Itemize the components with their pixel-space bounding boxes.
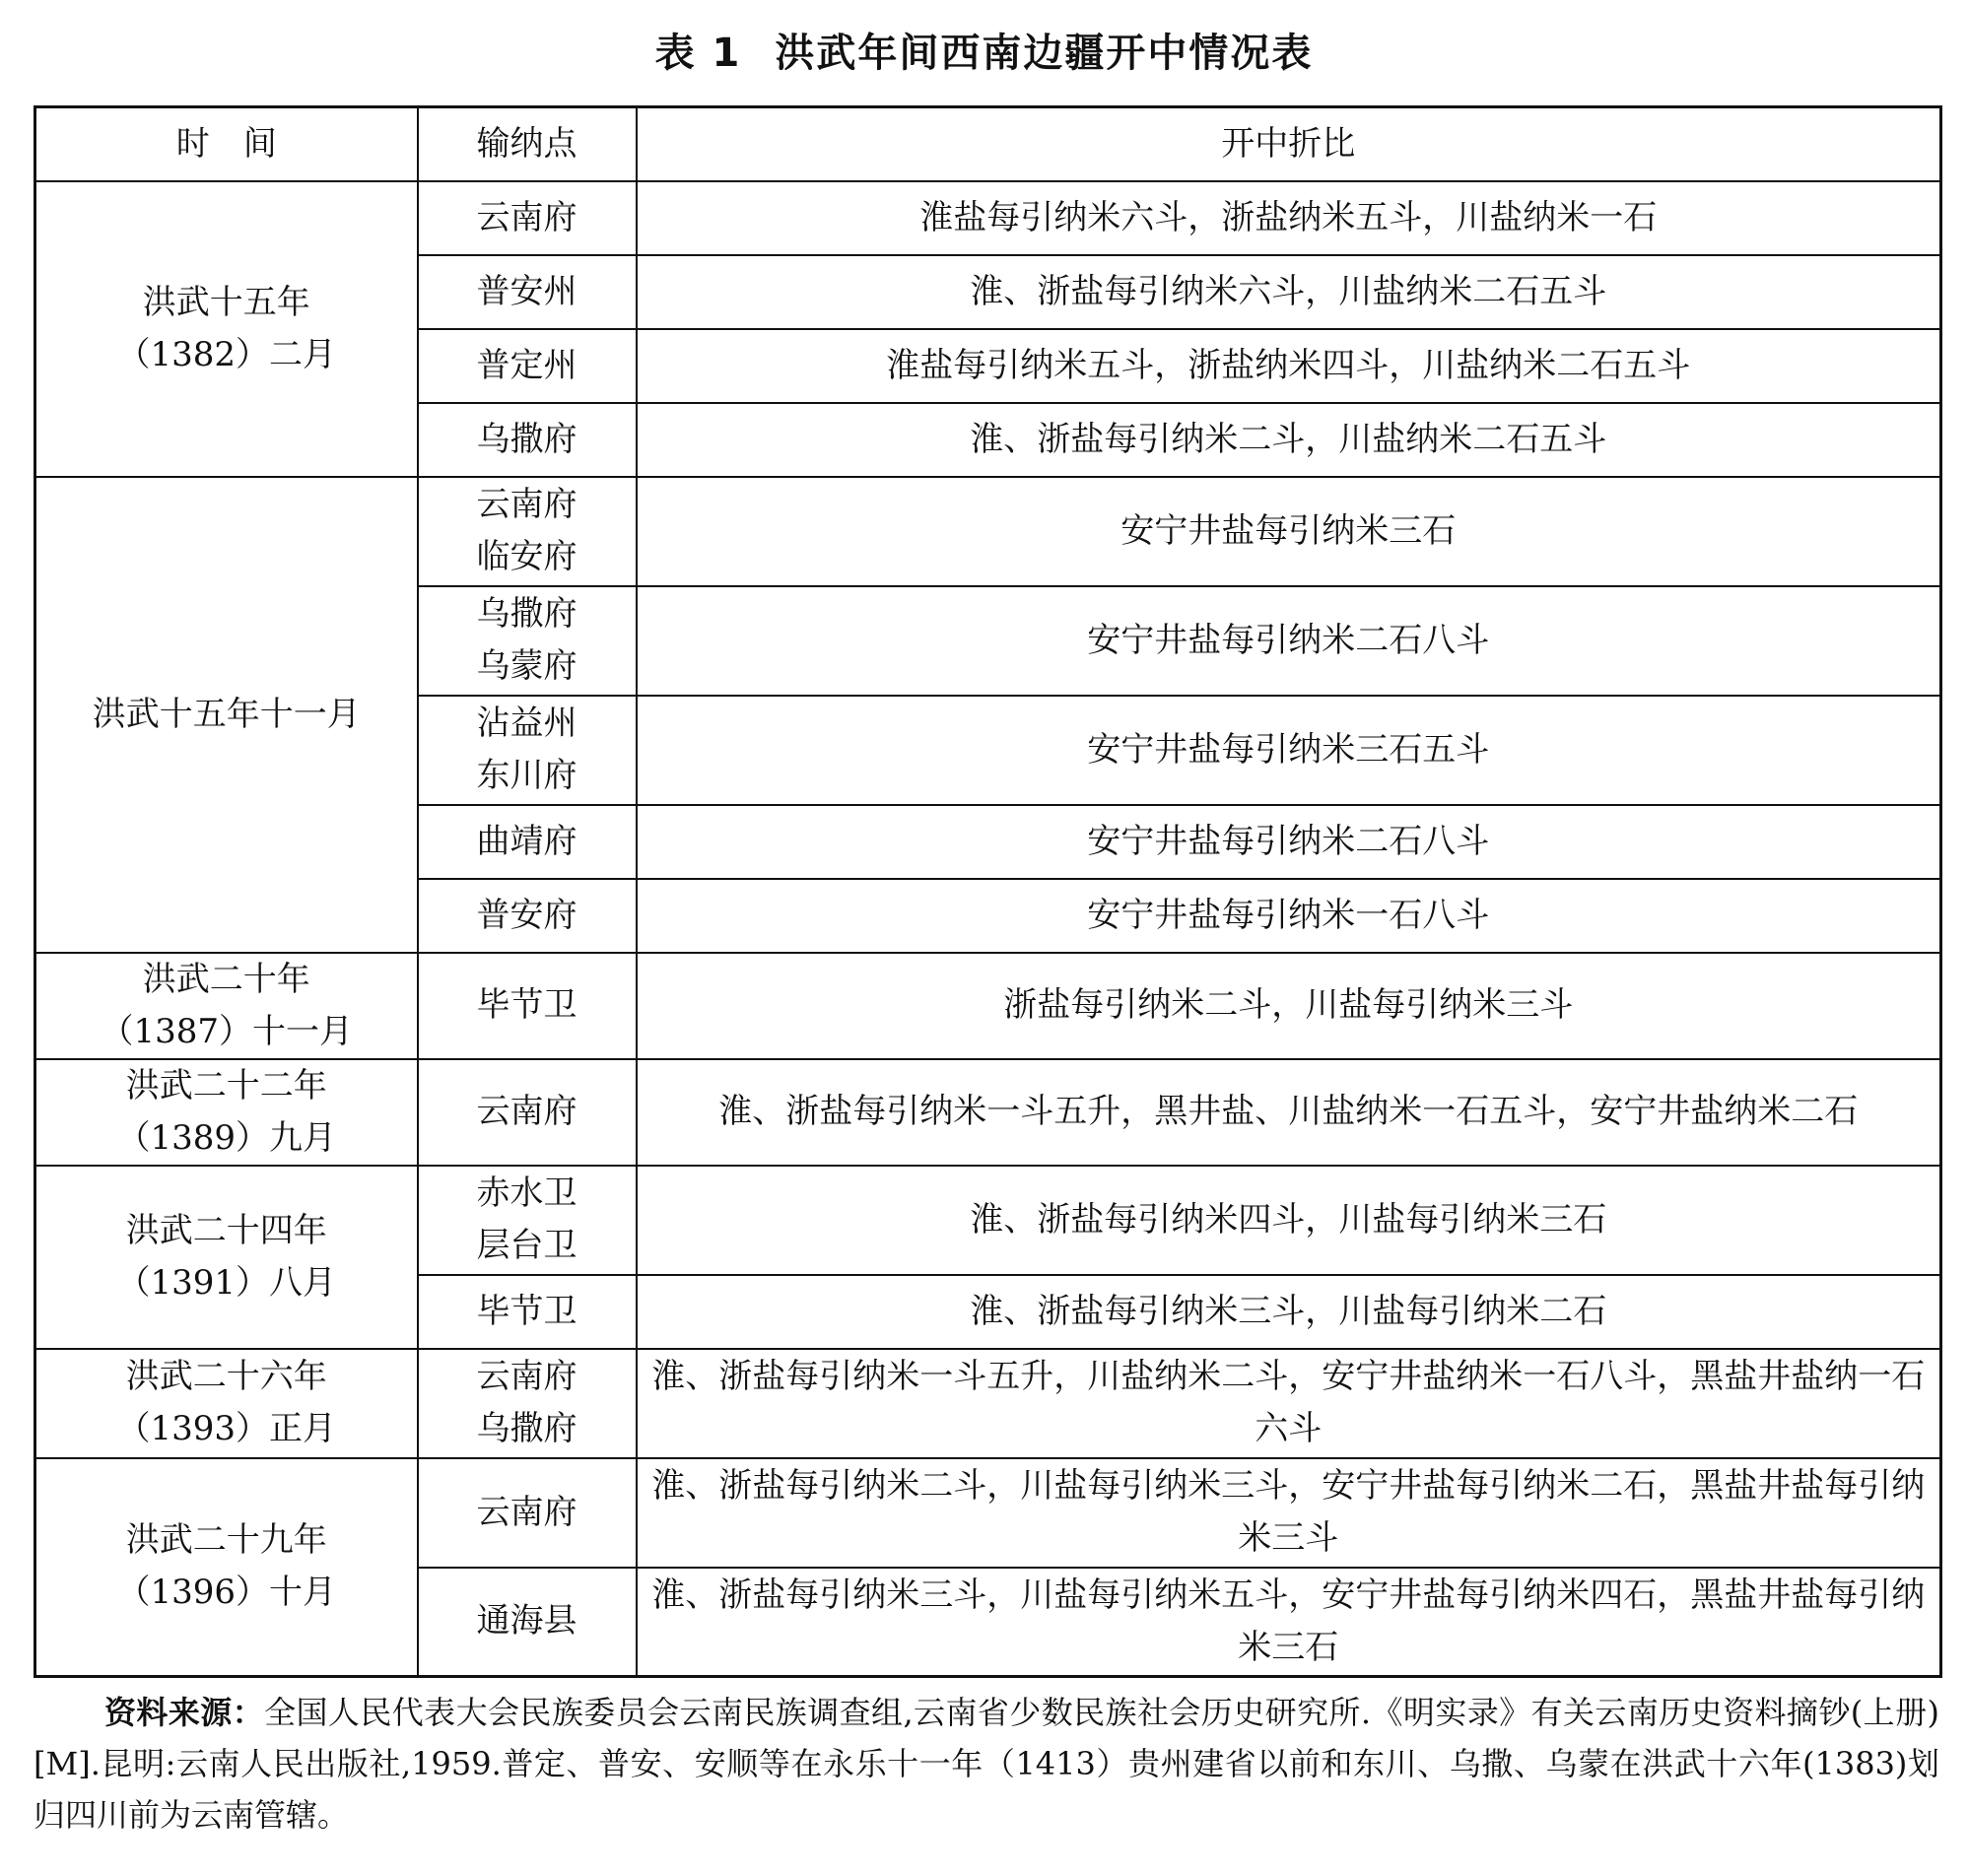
ratio-cell: 安宁井盐每引纳米二石八斗 bbox=[637, 586, 1941, 696]
time-cell: 洪武二十二年 （1389）九月 bbox=[35, 1059, 418, 1166]
time-cell: 洪武十五年十一月 bbox=[35, 477, 418, 953]
place-cell: 曲靖府 bbox=[418, 805, 637, 879]
ratio-cell: 淮、浙盐每引纳米一斗五升，黑井盐、川盐纳米一石五斗，安宁井盐纳米二石 bbox=[637, 1059, 1941, 1166]
header-row bbox=[35, 107, 1941, 181]
source-label: 资料来源： bbox=[104, 1694, 265, 1731]
table-row bbox=[35, 1458, 1941, 1568]
place-cell: 云南府 bbox=[418, 1458, 637, 1568]
table-row bbox=[35, 953, 1941, 1059]
ratio-cell: 淮盐每引纳米五斗，浙盐纳米四斗，川盐纳米二石五斗 bbox=[637, 329, 1941, 403]
ratio-cell: 淮、浙盐每引纳米二斗，川盐每引纳米三斗，安宁井盐每引纳米二石，黑盐井盐每引纳米三斗 bbox=[637, 1458, 1941, 1568]
table-row bbox=[35, 477, 1941, 586]
place-cell: 普安州 bbox=[418, 255, 637, 329]
ratio-cell: 安宁井盐每引纳米三石 bbox=[637, 477, 1941, 586]
ratio-cell: 浙盐每引纳米二斗，川盐每引纳米三斗 bbox=[637, 953, 1941, 1059]
ratio-cell: 安宁井盐每引纳米三石五斗 bbox=[637, 696, 1941, 805]
place-cell: 云南府 bbox=[418, 1059, 637, 1166]
ratio-cell: 淮、浙盐每引纳米一斗五升，川盐纳米二斗，安宁井盐纳米一石八斗，黑盐井盐纳一石六斗 bbox=[637, 1349, 1941, 1458]
place-cell: 沾益州 东川府 bbox=[418, 696, 637, 805]
header-place: 输纳点 bbox=[418, 107, 637, 181]
time-cell: 洪武二十四年 （1391）八月 bbox=[35, 1166, 418, 1349]
ratio-cell: 淮、浙盐每引纳米三斗，川盐每引纳米二石 bbox=[637, 1275, 1941, 1349]
ratio-cell: 淮、浙盐每引纳米六斗，川盐纳米二石五斗 bbox=[637, 255, 1941, 329]
header-ratio: 开中折比 bbox=[637, 107, 1941, 181]
table-row bbox=[35, 1166, 1941, 1275]
place-cell: 赤水卫 层台卫 bbox=[418, 1166, 637, 1275]
place-cell: 云南府 临安府 bbox=[418, 477, 637, 586]
place-cell: 普安府 bbox=[418, 879, 637, 953]
time-cell: 洪武二十六年 （1393）正月 bbox=[35, 1349, 418, 1458]
ratio-cell: 淮、浙盐每引纳米三斗，川盐每引纳米五斗，安宁井盐每引纳米四石，黑盐井盐每引纳米三石 bbox=[637, 1568, 1941, 1677]
time-cell: 洪武十五年 （1382）二月 bbox=[35, 181, 418, 477]
table-number: 表 1 bbox=[654, 31, 742, 76]
place-cell: 云南府 bbox=[418, 181, 637, 255]
place-cell: 云南府 乌撒府 bbox=[418, 1349, 637, 1458]
salt-exchange-table bbox=[34, 105, 1942, 1678]
place-cell: 普定州 bbox=[418, 329, 637, 403]
table-title: 洪武年间西南边疆开中情况表 bbox=[775, 31, 1314, 76]
ratio-cell: 淮、浙盐每引纳米二斗，川盐纳米二石五斗 bbox=[637, 403, 1941, 477]
header-time: 时 间 bbox=[35, 107, 418, 181]
ratio-cell: 淮盐每引纳米六斗，浙盐纳米五斗，川盐纳米一石 bbox=[637, 181, 1941, 255]
time-cell: 洪武二十九年 （1396）十月 bbox=[35, 1458, 418, 1677]
ratio-cell: 安宁井盐每引纳米一石八斗 bbox=[637, 879, 1941, 953]
place-cell: 毕节卫 bbox=[418, 1275, 637, 1349]
table-row bbox=[35, 1349, 1941, 1458]
table-caption bbox=[0, 22, 1968, 78]
ratio-cell: 安宁井盐每引纳米二石八斗 bbox=[637, 805, 1941, 879]
time-cell: 洪武二十年 （1387）十一月 bbox=[35, 953, 418, 1059]
source-note bbox=[34, 1687, 1939, 1841]
source-text: 全国人民代表大会民族委员会云南民族调查组,云南省少数民族社会历史研究所.《明实录》有关云南历史资料摘钞(上册)[M].昆明:云南人民出版社,1959.普定、普安、安顺等在永乐十一年（1413）贵州建省以前和东川、乌撒、乌蒙在洪武十六年(1383)划归四川前为云南管辖。 bbox=[34, 1694, 1939, 1834]
table-row bbox=[35, 1059, 1941, 1166]
table-row bbox=[35, 181, 1941, 255]
place-cell: 乌撒府 乌蒙府 bbox=[418, 586, 637, 696]
place-cell: 通海县 bbox=[418, 1568, 637, 1677]
ratio-cell: 淮、浙盐每引纳米四斗，川盐每引纳米三石 bbox=[637, 1166, 1941, 1275]
place-cell: 乌撒府 bbox=[418, 403, 637, 477]
place-cell: 毕节卫 bbox=[418, 953, 637, 1059]
